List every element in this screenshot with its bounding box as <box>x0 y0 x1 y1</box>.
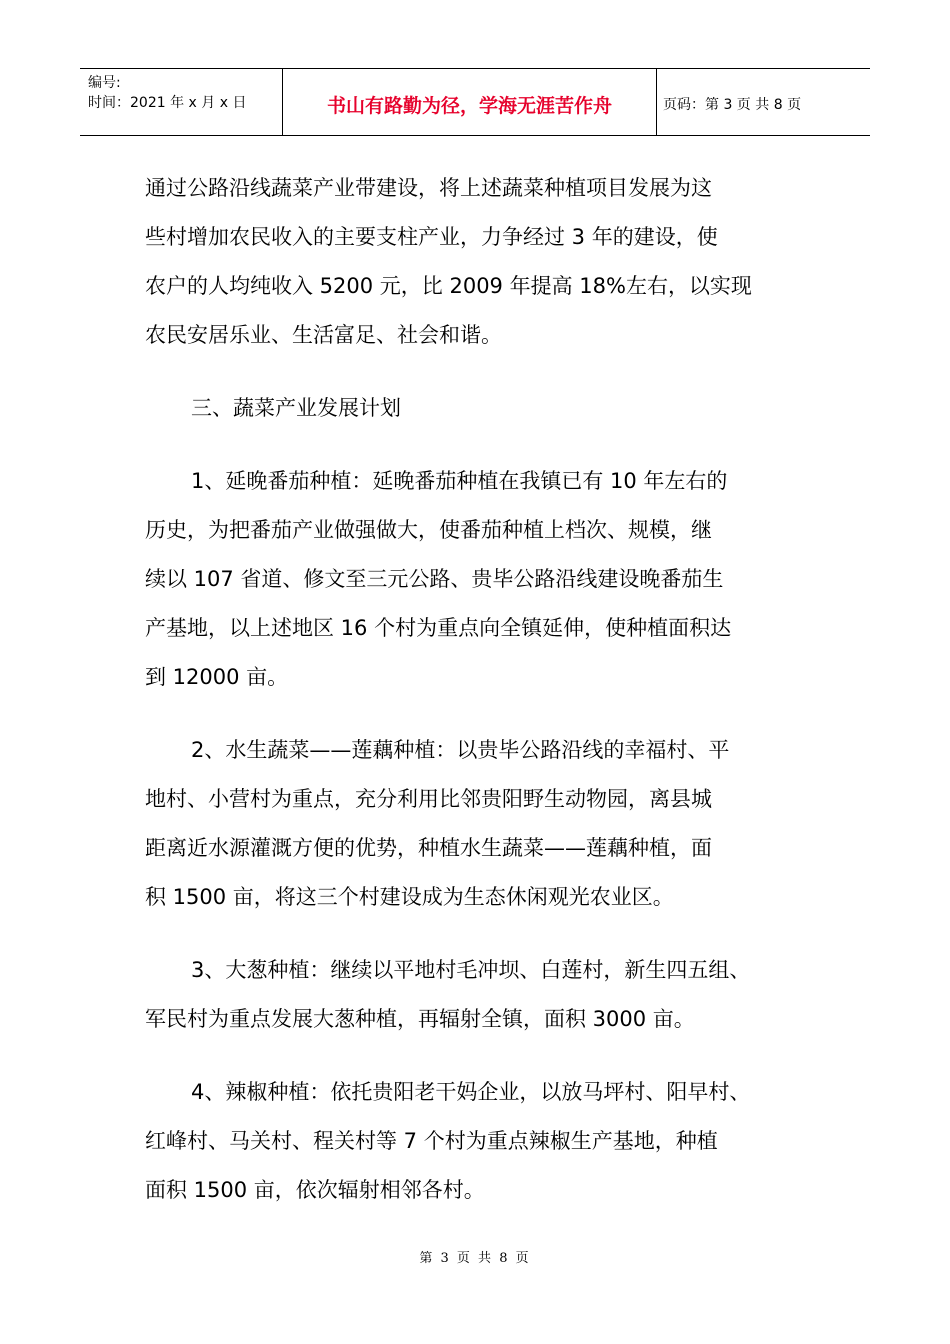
text-line: 4、辣椒种植：依托贵阳老干妈企业，以放马坪村、阳早村、 <box>191 1080 751 1104</box>
section-heading: 三、蔬菜产业发展计划 <box>191 396 401 420</box>
section-title <box>145 384 825 433</box>
text-line: 1、延晚番茄种植：延晚番茄种植在我镇已有 10 年左右的 <box>191 469 728 493</box>
header-meta <box>80 69 283 135</box>
paragraph-1 <box>145 164 825 360</box>
text-line: 面积 1500 亩，依次辐射相邻各村。 <box>145 1178 485 1202</box>
text-line: 农民安居乐业、生活富足、社会和谐。 <box>145 323 502 347</box>
text-line: 3、大葱种植：继续以平地村毛冲坝、白莲村，新生四五组、 <box>191 958 751 982</box>
text-line: 积 1500 亩，将这三个村建设成为生态休闲观光农业区。 <box>145 885 674 909</box>
time-label: 时间：2021 年 x 月 x 日 <box>88 95 247 111</box>
text-line: 些村增加农民收入的主要支柱产业，力争经过 3 年的建设，使 <box>145 225 718 249</box>
document-header <box>80 68 870 136</box>
text-line: 军民村为重点发展大葱种植，再辐射全镇，面积 3000 亩。 <box>145 1007 695 1031</box>
paragraph-tomato <box>145 457 825 702</box>
number-label: 编号: <box>88 75 121 91</box>
text-line: 红峰村、马关村、程关村等 7 个村为重点辣椒生产基地，种植 <box>145 1129 718 1153</box>
header-page-info: 页码：第 3 页 共 8 页 <box>663 97 802 113</box>
header-motto: 书山有路勤为径，学海无涯苦作舟 <box>283 69 657 135</box>
text-line: 农户的人均纯收入 5200 元，比 2009 年提高 18%左右，以实现 <box>145 274 752 298</box>
paragraph-lotus <box>145 726 825 922</box>
text-line: 2、水生蔬菜——莲藕种植：以贵毕公路沿线的幸福村、平 <box>191 738 730 762</box>
text-line: 续以 107 省道、修文至三元公路、贵毕公路沿线建设晚番茄生 <box>145 567 724 591</box>
text-line: 到 12000 亩。 <box>145 665 289 689</box>
text-line: 通过公路沿线蔬菜产业带建设，将上述蔬菜种植项目发展为这 <box>145 176 712 200</box>
text-line: 历史，为把番茄产业做强做大，使番茄种植上档次、规模，继 <box>145 518 712 542</box>
text-line: 产基地，以上述地区 16 个村为重点向全镇延伸，使种植面积达 <box>145 616 732 640</box>
text-line: 距离近水源灌溉方便的优势，种植水生蔬菜——莲藕种植，面 <box>145 836 712 860</box>
paragraph-pepper <box>145 1068 825 1215</box>
text-line: 地村、小营村为重点，充分利用比邻贵阳野生动物园，离县城 <box>145 787 712 811</box>
paragraph-scallion <box>145 946 825 1044</box>
page-footer: 第 3 页 共 8 页 <box>419 1251 531 1266</box>
document-body <box>145 164 825 1239</box>
